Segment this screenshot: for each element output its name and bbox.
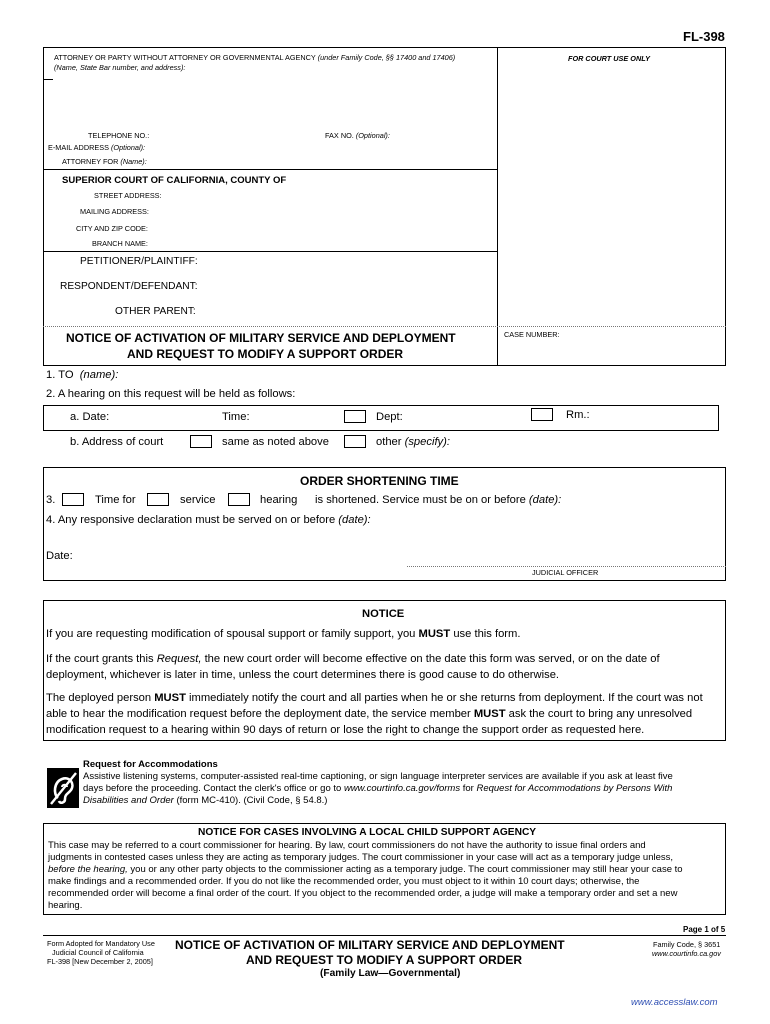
form-id: FL-398 — [683, 29, 725, 44]
telephone-label: TELEPHONE NO.: — [88, 131, 150, 140]
same-address-checkbox[interactable] — [190, 435, 212, 448]
accommodations-title: Request for Accommodations — [83, 759, 218, 770]
fax-label: FAX NO. (Optional): — [325, 131, 390, 140]
judicial-officer-label: JUDICIAL OFFICER — [532, 568, 599, 577]
notice-p2: If the court grants this Request, the new court order will become effective on the date this form was served, or on the date of deployment, whichever is later in time, unless the court determines there is good cause to do otherwise. — [46, 653, 660, 681]
branch-name-label: BRANCH NAME: — [92, 239, 148, 248]
lcsa-line1: This case may be referred to a court commissioner for hearing. By law, court commissioners do not have the authority to issue final orders and — [48, 840, 646, 851]
accommodations-line2: days before the proceeding. Contact the clerk's office or go to www.courtinfo.ca.gov/forms for Request for Accommodations by Persons With — [83, 783, 673, 794]
divider-court-use — [497, 47, 498, 366]
lcsa-line5: recommended order will become a final order of the court. If you object to the recommended order, a judge will make a temporary order and set a new — [48, 888, 678, 899]
other-address-label: other (specify): — [376, 436, 450, 448]
ost-title: ORDER SHORTENING TIME — [300, 474, 459, 488]
lcsa-line3: before the hearing, you or any other party objects to the commissioner acting as a temporary judge. The court commissioner may still hear your case to — [48, 864, 683, 875]
attorney-label: ATTORNEY OR PARTY WITHOUT ATTORNEY OR GOVERNMENTAL AGENCY (under Family Code, §§ 17400 and 17406) — [54, 53, 456, 62]
lcsa-line6: hearing. — [48, 900, 83, 911]
family-code-ref: Family Code, § 3651 — [653, 940, 721, 949]
adopted-line2: Judicial Council of California — [52, 948, 144, 957]
hearing-date-label: a. Date: — [70, 411, 110, 423]
lcsa-title: NOTICE FOR CASES INVOLVING A LOCAL CHILD SUPPORT AGENCY — [198, 827, 537, 838]
footer-title-line1: NOTICE OF ACTIVATION OF MILITARY SERVICE AND DEPLOYMENT — [175, 938, 565, 952]
accesslaw-link[interactable]: www.accesslaw.com — [631, 997, 718, 1008]
hearing-assist-icon — [47, 768, 79, 808]
divider-parties — [43, 251, 497, 252]
dept-checkbox[interactable] — [344, 410, 366, 423]
notice-title: NOTICE — [362, 608, 405, 620]
ost-date-label: Date: — [46, 550, 73, 562]
divider-title — [43, 326, 726, 327]
hearing-label: hearing — [260, 494, 298, 506]
court-use-label: FOR COURT USE ONLY — [568, 54, 651, 63]
tick-mark — [43, 79, 53, 80]
other-parent-label: OTHER PARENT: — [115, 306, 196, 317]
item1-label: 1. TO (name): — [46, 369, 119, 381]
mailing-address-label: MAILING ADDRESS: — [80, 207, 149, 216]
judicial-signature-line — [407, 566, 726, 567]
court-title: SUPERIOR COURT OF CALIFORNIA, COUNTY OF — [62, 175, 287, 186]
footer-title-line2: AND REQUEST TO MODIFY A SUPPORT ORDER — [246, 953, 523, 967]
dept-label: Dept: — [376, 411, 403, 423]
time-for-label: Time for — [95, 494, 136, 506]
item3-num: 3. — [46, 494, 56, 506]
footer-title-line3: (Family Law—Governmental) — [320, 968, 461, 979]
case-number-label: CASE NUMBER: — [504, 330, 560, 339]
item2-label: 2. A hearing on this request will be held as follows: — [46, 388, 296, 400]
rm-label: Rm.: — [566, 409, 590, 421]
page-number: Page 1 of 5 — [683, 925, 726, 934]
attorney-for-label: ATTORNEY FOR (Name): — [62, 157, 147, 166]
street-address-label: STREET ADDRESS: — [94, 191, 162, 200]
footer-rule — [43, 935, 726, 936]
accommodations-line1: Assistive listening systems, computer-assisted real-time captioning, or sign language interpreter services are available if you ask at least five — [83, 771, 673, 782]
adopted-line1: Form Adopted for Mandatory Use — [47, 939, 155, 948]
city-zip-label: CITY AND ZIP CODE: — [76, 224, 148, 233]
lcsa-line2: judgments in contested cases unless they are acting as temporary judges. The court commissioner in your case will act as a temporary judge unless, — [48, 852, 674, 863]
petitioner-label: PETITIONER/PLAINTIFF: — [80, 256, 198, 267]
form-title-line2: AND REQUEST TO MODIFY A SUPPORT ORDER — [127, 347, 404, 361]
other-address-checkbox[interactable] — [344, 435, 366, 448]
courtinfo-link[interactable]: www.courtinfo.ca.gov — [652, 949, 721, 958]
email-label: E-MAIL ADDRESS (Optional): — [48, 143, 146, 152]
time-for-checkbox[interactable] — [62, 493, 84, 506]
hearing-checkbox[interactable] — [228, 493, 250, 506]
court-address-label: b. Address of court — [70, 436, 164, 448]
shortened-label: is shortened. Service must be on or before (date): — [315, 494, 562, 506]
accommodations-line3: Disabilities and Order (form MC-410). (Civil Code, § 54.8.) — [83, 795, 328, 806]
respondent-label: RESPONDENT/DEFENDANT: — [60, 281, 198, 292]
item4-label: 4. Any responsive declaration must be served on or before (date): — [46, 514, 371, 526]
adopted-line3: FL-398 [New December 2, 2005] — [47, 957, 153, 966]
divider-court — [43, 169, 497, 170]
rm-checkbox[interactable] — [531, 408, 553, 421]
service-label: service — [180, 494, 216, 506]
form-title-line1: NOTICE OF ACTIVATION OF MILITARY SERVICE AND DEPLOYMENT — [66, 331, 456, 345]
hearing-time-label: Time: — [222, 411, 250, 423]
service-checkbox[interactable] — [147, 493, 169, 506]
same-address-label: same as noted above — [222, 436, 329, 448]
notice-p3: The deployed person MUST immediately notify the court and all parties when he or she returns from deployment. If the court was not able to hear the modification request before the deployment date, the service member MUST ask the court to bring any unresolved modification request to a hearing within 90 days of return or lose the right to change the support order as requested here. — [46, 692, 703, 736]
attorney-sub: (Name, State Bar number, and address): — [54, 63, 186, 72]
notice-p1: If you are requesting modification of spousal support or family support, you MUST use this form. — [46, 628, 521, 640]
lcsa-line4: make findings and a recommended order. If you do not like the recommended order, you must object to it within 10 court days; otherwise, the — [48, 876, 640, 887]
